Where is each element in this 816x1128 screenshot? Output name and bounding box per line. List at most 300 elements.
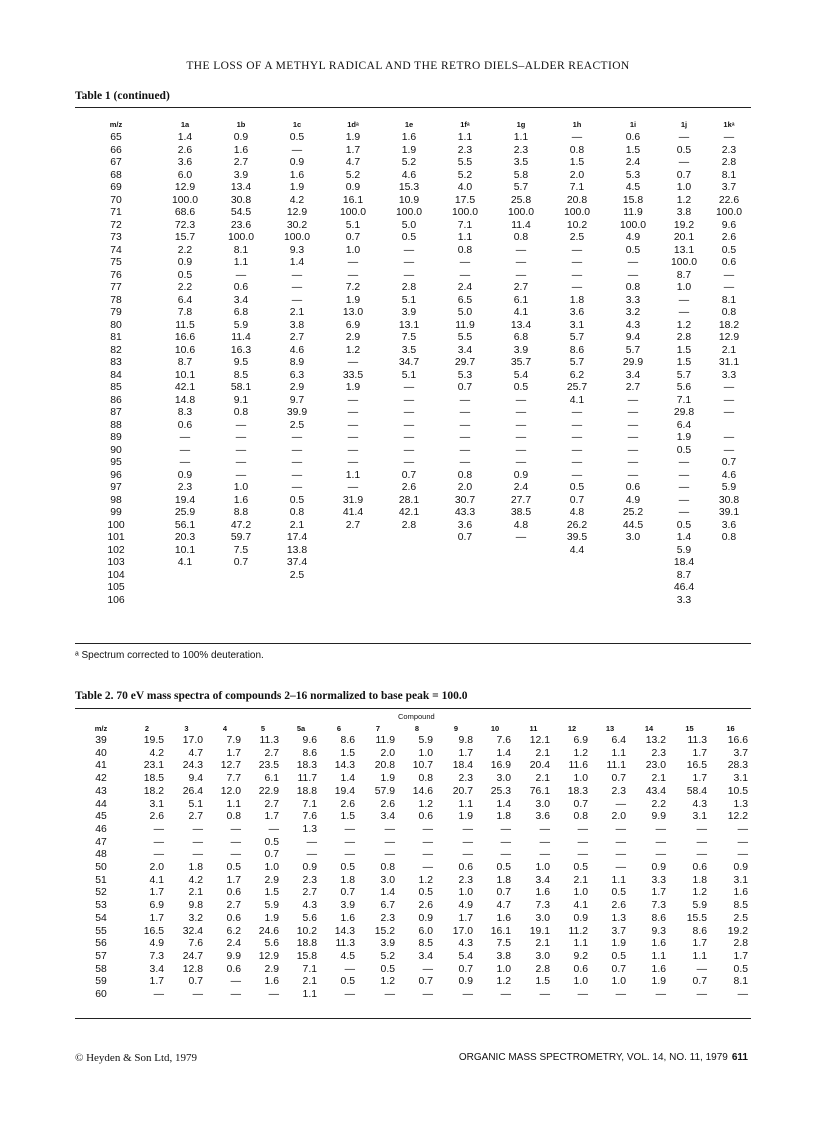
table2-header-cell: 5 xyxy=(260,724,266,733)
table1-mz-cell: 72 xyxy=(110,219,122,231)
table1-value-cell: 4.6 xyxy=(289,344,305,356)
table1-value-cell: — xyxy=(235,444,247,456)
table2-value-cell: 18.8 xyxy=(296,938,317,950)
table1-value-cell: 4.7 xyxy=(345,157,361,168)
table2-value-cell: 3.8 xyxy=(496,950,511,962)
table2-value-cell: 3.1 xyxy=(733,874,748,886)
table1-row xyxy=(75,220,751,233)
table1-value-cell: 2.0 xyxy=(457,482,473,493)
table2-value-cell: — xyxy=(615,823,626,835)
table2-value-cell: 24.7 xyxy=(182,950,203,962)
table1-value-cell xyxy=(381,570,437,583)
table2-value-cell: 0.9 xyxy=(302,862,317,874)
table1-value-cell: 16.6 xyxy=(174,332,196,343)
table1-value-cell: 54.5 xyxy=(230,207,252,218)
table1-value-cell xyxy=(707,582,751,595)
table1-value-cell: 5.4 xyxy=(513,369,529,381)
table1-header-cell: 1i xyxy=(629,120,637,129)
table2-value-cell: 3.9 xyxy=(380,938,395,950)
table1-value-cell: — xyxy=(571,269,583,281)
table1-value-cell: 1.6 xyxy=(289,169,305,181)
table2-value-cell: — xyxy=(462,849,473,861)
table2-value-cell: 15.5 xyxy=(686,912,707,924)
table1-mz-cell: 99 xyxy=(110,507,122,518)
table1-value-cell: 5.2 xyxy=(345,169,361,181)
table2-value-cell: 2.3 xyxy=(380,912,395,924)
table2-value-cell: — xyxy=(539,836,550,848)
table1-value-cell: 8.1 xyxy=(721,169,737,181)
table2-value-cell: 1.5 xyxy=(535,976,550,988)
table1-value-cell: 1.9 xyxy=(676,432,692,443)
table1-mz-cell: 103 xyxy=(107,557,125,568)
table2-value-cell: 2.8 xyxy=(733,938,748,950)
table1-value-cell: 25.9 xyxy=(174,507,196,518)
table2-value-cell: 15.8 xyxy=(296,950,317,962)
table2-value-cell: 14.6 xyxy=(412,785,433,797)
table2-value-cell: 0.7 xyxy=(611,963,626,975)
table1-value-cell: 29.7 xyxy=(454,357,476,368)
table2-value-cell: 0.5 xyxy=(226,862,241,874)
table1-value-cell: 0.8 xyxy=(233,407,249,418)
table1-value-cell: — xyxy=(179,457,191,468)
table2-value-cell: — xyxy=(539,849,550,861)
table1-value-cell: 59.7 xyxy=(230,532,252,543)
table2-value-cell: 11.9 xyxy=(375,735,395,746)
table2-mz-cell: 44 xyxy=(95,798,107,810)
table1-value-cell: — xyxy=(627,432,639,443)
table1-value-cell: 2.9 xyxy=(345,332,361,343)
table1-value-cell: 19.4 xyxy=(174,494,196,506)
table1-value-cell: 3.1 xyxy=(569,319,585,331)
table1-value-cell xyxy=(493,595,549,608)
table1-mz-cell: 69 xyxy=(110,182,122,193)
table2-value-cell: 2.1 xyxy=(535,747,550,759)
table1-value-cell: 0.5 xyxy=(289,494,305,506)
table1-value-cell: — xyxy=(291,269,303,281)
table2-value-cell: 7.7 xyxy=(226,773,241,785)
table1-value-cell: — xyxy=(347,407,359,418)
table2-mz-cell: 39 xyxy=(95,735,107,746)
table1-value-cell: 27.7 xyxy=(510,494,532,506)
table2 xyxy=(75,722,751,1002)
table2-value-cell: 0.6 xyxy=(226,887,241,899)
table2-value-cell: — xyxy=(462,989,473,1001)
table1-value-cell: — xyxy=(515,432,527,443)
table1-value-cell: 2.4 xyxy=(457,282,473,293)
table1-value-cell: 6.9 xyxy=(345,319,361,331)
table1-value-cell: 2.9 xyxy=(289,382,305,393)
table1-value-cell: — xyxy=(678,482,690,493)
table2-value-cell: 0.7 xyxy=(340,887,355,899)
table1-value-cell: 11.5 xyxy=(175,319,195,331)
table1-value-cell: 3.3 xyxy=(676,594,692,606)
table1-value-cell: — xyxy=(403,394,415,406)
table1-value-cell: 6.4 xyxy=(676,419,692,431)
table1-value-cell: 0.7 xyxy=(721,457,737,468)
table2-value-cell: 76.1 xyxy=(529,785,550,797)
table2-value-cell: 1.7 xyxy=(226,747,241,759)
table2-mz-cell: 50 xyxy=(95,862,107,874)
table2-value-cell: 2.7 xyxy=(264,798,279,810)
table2-value-cell: — xyxy=(192,836,203,848)
table2-value-cell: 0.7 xyxy=(692,976,707,988)
table1-value-cell: 0.5 xyxy=(721,244,737,256)
table2-header-cell: 5a xyxy=(296,724,306,733)
table2-value-cell: 4.7 xyxy=(188,747,203,759)
table2-value-cell: 3.9 xyxy=(340,900,355,912)
table2-header-cell: 9 xyxy=(453,724,459,733)
table1-value-cell: 37.4 xyxy=(286,557,308,568)
table2-value-cell: — xyxy=(230,976,241,988)
table1-value-cell: — xyxy=(347,444,359,456)
table2-header-row xyxy=(75,722,751,735)
table1-value-cell: 6.4 xyxy=(177,294,193,306)
table1-value-cell: 0.8 xyxy=(457,244,473,256)
table2-value-cell: 3.4 xyxy=(149,963,164,975)
table1-value-cell xyxy=(381,557,437,570)
table2-value-cell: 24.6 xyxy=(258,925,279,937)
table1-value-cell xyxy=(605,595,661,608)
table2-value-cell: — xyxy=(577,823,588,835)
table1-value-cell: — xyxy=(347,482,359,493)
table1-value-cell xyxy=(605,570,661,583)
table2-value-cell: 32.4 xyxy=(182,925,203,937)
table1-value-cell: 3.6 xyxy=(457,519,473,531)
table1-value-cell: — xyxy=(723,432,735,443)
table1-value-cell: — xyxy=(291,482,303,493)
table2-value-cell: 19.1 xyxy=(529,925,550,937)
table2-value-cell: 11.1 xyxy=(606,760,626,772)
table2-value-cell: 5.4 xyxy=(458,950,473,962)
table2-value-cell: — xyxy=(696,823,707,835)
table1-value-cell: 5.7 xyxy=(569,357,585,368)
table1-value-cell: — xyxy=(627,419,639,431)
table1-value-cell: 38.5 xyxy=(510,507,532,518)
table1-value-cell: 23.6 xyxy=(230,219,252,231)
table1-value-cell: 6.8 xyxy=(233,307,249,318)
table1-value-cell: 2.7 xyxy=(345,519,361,531)
table2-value-cell: 2.2 xyxy=(651,798,666,810)
table2-value-cell: 18.3 xyxy=(567,785,588,797)
table1-value-cell: 68.6 xyxy=(174,207,196,218)
table1-value-cell: 3.9 xyxy=(401,307,417,318)
table1-value-cell: 9.4 xyxy=(625,332,641,343)
table1-value-cell: 2.5 xyxy=(289,569,305,581)
table2-value-cell: 9.6 xyxy=(302,735,317,746)
table1-value-cell: 0.6 xyxy=(625,132,641,143)
table1-value-cell: 0.9 xyxy=(177,257,193,268)
table1-value-cell: 0.5 xyxy=(676,144,692,156)
table1-value-cell: — xyxy=(347,419,359,431)
table1-value-cell: 22.6 xyxy=(718,194,740,206)
table1-value-cell: — xyxy=(291,469,303,481)
table2-value-cell: — xyxy=(577,989,588,1001)
table1-row xyxy=(75,195,751,208)
table2-value-cell: 7.5 xyxy=(496,938,511,950)
table2-value-cell: 1.9 xyxy=(264,912,279,924)
table2-value-cell: 2.6 xyxy=(380,798,395,810)
table1-value-cell: — xyxy=(571,282,583,293)
table1-value-cell: — xyxy=(403,269,415,281)
table1-value-cell: — xyxy=(571,444,583,456)
table2-value-cell: 2.1 xyxy=(302,976,317,988)
table2-value-cell: 15.2 xyxy=(374,925,395,937)
table2-value-cell: 1.5 xyxy=(340,811,355,823)
table1-value-cell: 1.6 xyxy=(233,494,249,506)
table2-value-cell: 3.0 xyxy=(535,950,550,962)
table1-value-cell xyxy=(381,595,437,608)
table1-value-cell: 5.3 xyxy=(457,369,473,381)
table1-value-cell: — xyxy=(723,407,735,418)
table1-value-cell: 0.8 xyxy=(569,144,585,156)
table1-value-cell: 5.2 xyxy=(401,157,417,168)
table1-row xyxy=(75,432,751,445)
table2-value-cell: — xyxy=(268,989,279,1001)
table2-value-cell: 7.3 xyxy=(535,900,550,912)
table1-value-cell xyxy=(707,545,751,558)
table2-header-cell: 6 xyxy=(336,724,342,733)
table2-row xyxy=(75,913,751,926)
table1-value-cell: — xyxy=(459,394,471,406)
table2-value-cell: 1.2 xyxy=(418,874,433,886)
table1-value-cell: — xyxy=(571,432,583,443)
table2-value-cell: 9.3 xyxy=(651,925,666,937)
table2-header-cell: 12 xyxy=(567,724,577,733)
table1-row xyxy=(75,145,751,158)
table2-value-cell: 11.2 xyxy=(568,925,588,937)
table1-value-cell xyxy=(549,557,605,570)
table1-value-cell: 12.9 xyxy=(286,207,308,218)
table1-value-cell: 5.3 xyxy=(625,169,641,181)
table2-value-cell: 1.1 xyxy=(651,950,666,962)
table1-value-cell: 2.8 xyxy=(401,282,417,293)
table1-value-cell: 5.0 xyxy=(457,307,473,318)
table2-value-cell: 1.8 xyxy=(188,862,203,874)
table2-value-cell: — xyxy=(696,989,707,1001)
table2-value-cell: 0.5 xyxy=(380,963,395,975)
table1-value-cell xyxy=(269,582,325,595)
table1-value-cell: 1.0 xyxy=(345,244,361,256)
table1-value-cell: 100.0 xyxy=(670,257,697,268)
table2-value-cell: 16.5 xyxy=(686,760,707,772)
table2-body xyxy=(75,735,751,1002)
table1-row xyxy=(75,170,751,183)
table1-value-cell: — xyxy=(571,469,583,481)
table1-value-cell: — xyxy=(571,407,583,418)
table1-row xyxy=(75,257,751,270)
table1-value-cell: — xyxy=(291,457,303,468)
table2-mz-cell: 42 xyxy=(95,773,107,785)
table1-header-cell: 1kᵃ xyxy=(723,120,735,129)
table1-value-cell: 0.5 xyxy=(289,132,305,143)
table1-mz-cell: 96 xyxy=(110,469,122,481)
table2-header-cell: 8 xyxy=(414,724,420,733)
table2-value-cell: 1.9 xyxy=(651,976,666,988)
table1-mz-cell: 98 xyxy=(110,494,122,506)
table1-value-cell: 2.5 xyxy=(289,419,305,431)
table2-value-cell: — xyxy=(696,963,707,975)
table2-value-cell: 1.7 xyxy=(692,773,707,785)
table2-value-cell: 1.2 xyxy=(573,747,588,759)
table1-value-cell: 41.4 xyxy=(342,507,364,518)
table2-value-cell: 3.6 xyxy=(535,811,550,823)
table1-header-cell: 1c xyxy=(292,120,302,129)
table2-header-cell: 16 xyxy=(726,724,735,733)
table2-value-cell: 2.4 xyxy=(226,938,241,950)
table1-value-cell: 6.1 xyxy=(513,294,529,306)
table2-header-cell: 13 xyxy=(605,724,615,733)
table1-value-cell: 72.3 xyxy=(174,219,196,231)
table1-value-cell: 0.8 xyxy=(513,232,529,243)
table2-value-cell: 1.0 xyxy=(496,963,511,975)
table2-value-cell: 2.7 xyxy=(226,900,241,912)
table2-value-cell: — xyxy=(344,849,355,861)
table1-mz-cell: 101 xyxy=(107,532,125,543)
table1-value-cell: 0.7 xyxy=(569,494,585,506)
table1-row xyxy=(75,232,751,245)
table2-value-cell: 19.4 xyxy=(334,785,355,797)
table2-value-cell: 1.7 xyxy=(733,950,748,962)
table2-value-cell: 2.0 xyxy=(149,862,164,874)
table2-value-cell: 1.8 xyxy=(496,811,511,823)
table2-value-cell: 7.1 xyxy=(302,963,317,975)
table1-value-cell: 3.6 xyxy=(177,157,193,168)
table1-value-cell: 3.8 xyxy=(676,207,692,218)
table2-value-cell: 16.1 xyxy=(490,925,511,937)
table2-row xyxy=(75,862,751,875)
table1-value-cell xyxy=(549,570,605,583)
table2-value-cell: 1.2 xyxy=(496,976,511,988)
table1-value-cell: 2.1 xyxy=(289,519,305,531)
table1-value-cell: — xyxy=(515,244,527,256)
table1-value-cell: — xyxy=(571,244,583,256)
table1-mz-cell: 67 xyxy=(110,157,122,168)
table1-value-cell: 1.6 xyxy=(401,132,417,143)
table1-value-cell: — xyxy=(235,269,247,281)
table2-value-cell: 0.9 xyxy=(573,912,588,924)
table1-value-cell: 4.5 xyxy=(625,182,641,193)
table2-value-cell: 5.9 xyxy=(692,900,707,912)
table1-value-cell: — xyxy=(723,282,735,293)
table2-value-cell: 2.0 xyxy=(611,811,626,823)
table1-value-cell: 0.9 xyxy=(345,182,361,193)
table1-value-cell: — xyxy=(678,157,690,168)
table2-value-cell: 1.7 xyxy=(226,874,241,886)
table1-value-cell: 12.9 xyxy=(174,182,196,193)
table2-value-cell: 2.7 xyxy=(188,811,203,823)
table2-value-cell: 4.1 xyxy=(573,900,588,912)
table2-value-cell: 0.7 xyxy=(496,887,511,899)
table1-row xyxy=(75,495,751,508)
table1-value-cell: — xyxy=(678,469,690,481)
table2-header-cell: 15 xyxy=(685,724,694,733)
table1-value-cell: 8.1 xyxy=(233,244,249,256)
table1-value-cell: 11.9 xyxy=(455,319,475,331)
table2-value-cell: — xyxy=(384,989,395,1001)
table1-value-cell: 2.7 xyxy=(233,157,249,168)
table1-value-cell: 39.9 xyxy=(286,407,308,418)
table1-value-cell xyxy=(493,557,549,570)
table2-value-cell: 1.0 xyxy=(418,747,433,759)
table1-value-cell: 0.5 xyxy=(625,244,641,256)
table2-row xyxy=(75,887,751,900)
table1-value-cell: 30.8 xyxy=(230,194,252,206)
table1-value-cell: 5.5 xyxy=(457,157,473,168)
table1-value-cell: 4.8 xyxy=(569,507,585,518)
table2-value-cell: — xyxy=(344,823,355,835)
table1-value-cell: 2.2 xyxy=(177,244,193,256)
table1-body xyxy=(75,132,751,607)
table1-top-rule xyxy=(75,107,751,108)
table1-value-cell: 42.1 xyxy=(174,382,196,393)
table2-value-cell: 12.2 xyxy=(727,811,748,823)
table2-row xyxy=(75,976,751,989)
table2-value-cell: 9.4 xyxy=(188,773,203,785)
table1-mz-cell: 80 xyxy=(110,319,122,331)
table1-row xyxy=(75,470,751,483)
table1-value-cell xyxy=(437,570,493,583)
table1-mz-cell: 104 xyxy=(107,569,125,581)
table2-value-cell: 1.7 xyxy=(651,887,666,899)
table2-value-cell: — xyxy=(615,849,626,861)
table1-value-cell: 100.0 xyxy=(715,207,742,218)
table2-value-cell: 18.3 xyxy=(296,760,317,772)
table2-value-cell: — xyxy=(577,849,588,861)
table1-value-cell: — xyxy=(235,469,247,481)
table1-row xyxy=(75,445,751,458)
table1-value-cell: — xyxy=(678,494,690,506)
table1-value-cell: 31.1 xyxy=(718,357,740,368)
table2-value-cell: 57.9 xyxy=(374,785,395,797)
table2-value-cell: 1.0 xyxy=(458,887,473,899)
table2-value-cell: 16.5 xyxy=(143,925,164,937)
table2-value-cell: 8.6 xyxy=(302,747,317,759)
table1-value-cell: — xyxy=(515,457,527,468)
table2-value-cell: 1.6 xyxy=(496,912,511,924)
table2-value-cell: — xyxy=(462,836,473,848)
table1-row xyxy=(75,270,751,283)
table2-value-cell: 3.0 xyxy=(535,798,550,810)
table2-mz-cell: 51 xyxy=(95,874,107,886)
table1-value-cell: 16.3 xyxy=(230,344,252,356)
table1-value-cell: 35.7 xyxy=(510,357,532,368)
table1-value-cell: — xyxy=(179,444,191,456)
table2-mz-cell: 54 xyxy=(95,912,107,924)
table2-value-cell: 1.5 xyxy=(340,747,355,759)
table1-mz-cell: 88 xyxy=(110,419,122,431)
table2-value-cell: 0.6 xyxy=(458,862,473,874)
table1-value-cell: — xyxy=(571,257,583,268)
table1-value-cell: 1.0 xyxy=(676,282,692,293)
table1-value-cell: — xyxy=(627,394,639,406)
table1-value-cell: 13.0 xyxy=(342,307,364,318)
table1-value-cell: 9.7 xyxy=(289,394,305,406)
table2-mz-cell: 43 xyxy=(95,785,107,797)
table2-value-cell: 6.9 xyxy=(573,735,588,746)
table1-value-cell: 100.0 xyxy=(395,207,422,218)
table1-value-cell: 4.3 xyxy=(625,319,641,331)
table2-value-cell: 2.0 xyxy=(380,747,395,759)
footer-journal-name: ORGANIC MASS SPECTROMETRY, VOL. 14, NO. 11, 1979 xyxy=(458,1052,728,1063)
table2-value-cell: 1.1 xyxy=(611,874,626,886)
table2-value-cell: 13.2 xyxy=(645,735,666,746)
table2-value-cell: 25.3 xyxy=(490,785,511,797)
table2-value-cell: 1.6 xyxy=(340,912,355,924)
table1-value-cell: — xyxy=(723,269,735,281)
table2-value-cell: 0.8 xyxy=(573,811,588,823)
table1-value-cell: 0.8 xyxy=(721,532,737,543)
table1-value-cell: 4.6 xyxy=(721,469,737,481)
